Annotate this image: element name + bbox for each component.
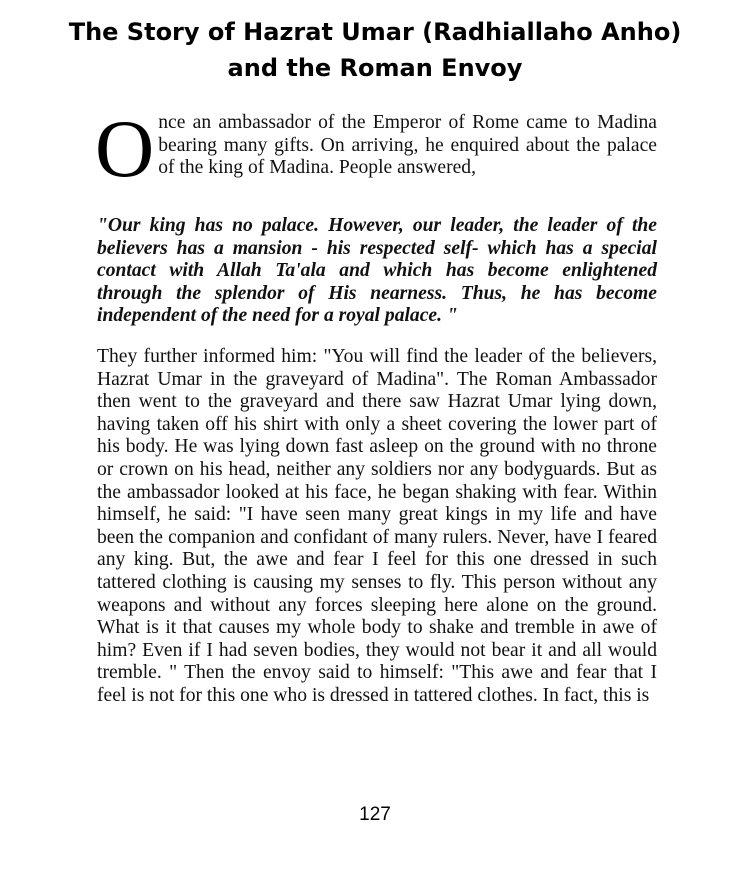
intro-paragraph [95,103,657,194]
body-paragraph: They further informed him: "You will find the leader of the believers, Hazrat Umar in the graveyard of Madina". The Roman Ambassador then went to the graveyard and there saw Hazrat Umar lying down, having taken off his shirt with only a sheet covering the lower part of his body. He was lying down fast asleep on the ground with no throne or crown on his head, neither any soldiers nor any bodyguards. But as the ambassador looked at his face, he began shaking with fear. Within himself, he said: "I have seen many great kings in my life and have been the companion and confidant of many rulers. Never, have I feared any king. But, the awe and fear I feel for this one dressed in such tattered clothing is causing my senses to fly. This person without any weapons and without any forces sleeping here alone on the ground. What is it that causes my whole body to shake and tremble in awe of him? Even if I had seven bodies, they would not bear it and all would tremble. " Then the envoy said to himself: "This awe and fear that I feel is not for this one who is dressed in tattered clothes. In fact, this is [97,346,657,706]
intro-text: nce an ambassador of the Emperor of Rome came to Madina bearing many gifts. On arriving, he enquired about the palace of the king of Madina. People answered, [158,112,657,179]
page-number: 127 [359,804,391,825]
drop-cap: O [95,103,155,194]
page-title: The Story of Hazrat Umar (Radhiallaho Anho) and the Roman Envoy [68,18,682,82]
quote-paragraph: "Our king has no palace. However, our leader, the leader of the believers has a mansion - his respected self- which has a special contact with Allah Ta'ala and which has become enlightened through the splendor of His nearness. Thus, he has become independent of the need for a royal palace. " [97,215,657,327]
